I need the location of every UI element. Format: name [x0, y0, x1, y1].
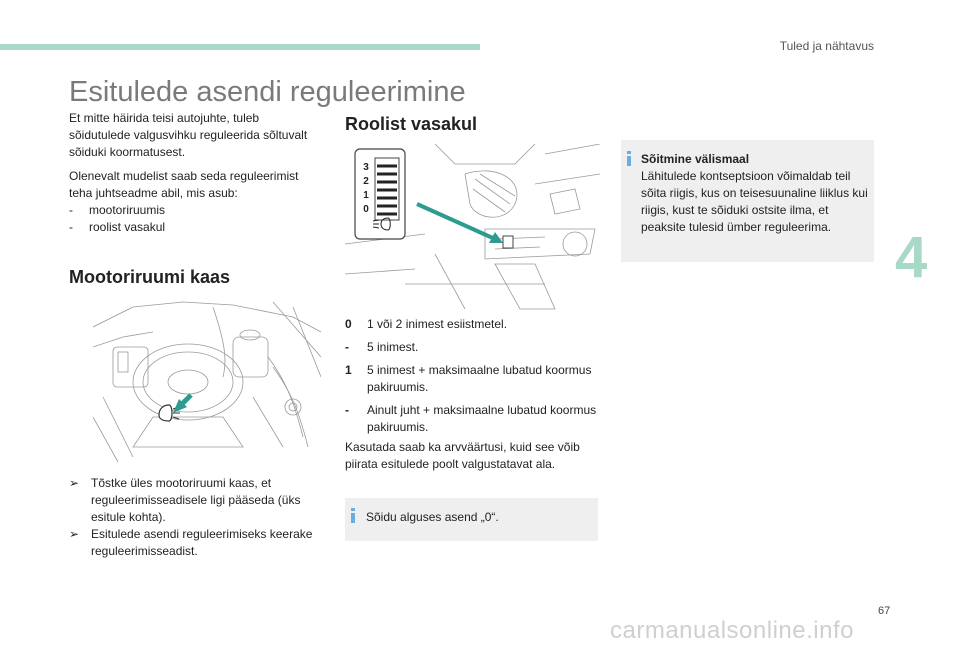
header-accent-bar	[0, 44, 480, 50]
list-item: - mootoriruumis	[69, 203, 166, 217]
abroad-note-text: Lähitulede kontseptsioon võimaldab teil sõita riigis, kus on teisesuunaline liiklus kui riigis, kust te sõiduki ostsite ilma, et peaksite tulesid ümber reguleerima.	[641, 169, 868, 234]
list-item: - roolist vasakul	[69, 220, 166, 234]
engine-compartment-illustration	[93, 297, 321, 467]
chapter-number: 4	[895, 225, 928, 290]
watermark: carmanualsonline.info	[610, 617, 854, 644]
left-section-heading: Roolist vasakul	[345, 114, 478, 134]
info-icon	[351, 508, 355, 523]
arrow-bullet-icon: ➢	[69, 527, 80, 541]
switch-label: 2	[363, 176, 369, 187]
intro-paragraph-1: Et mitte häirida teisi autojuhte, tuleb sõidutulede valgusvihku reguleerida sõltuvalt sõiduki koormatusest.	[69, 111, 308, 159]
dashboard-illustration	[345, 144, 600, 314]
intro-paragraph-2: Olenevalt mudelist saab seda reguleerimist teha juhtseadme abil, mis asub:	[69, 169, 299, 200]
arrow-bullet-icon: ➢	[69, 476, 80, 490]
engine-steps	[69, 475, 324, 560]
list-item: ➢ Esitulede asendi reguleerimiseks keerake reguleerimisseadist.	[69, 527, 313, 558]
abroad-note-body	[641, 151, 869, 236]
page-number: 67	[878, 605, 891, 617]
section-title: Tuled ja nähtavus	[779, 39, 874, 53]
abroad-note	[621, 140, 874, 262]
info-icon	[627, 151, 631, 166]
engine-section-heading: Mootoriruumi kaas	[69, 267, 231, 287]
list-item: ➢ Tõstke üles mootoriruumi kaas, et reguleerimisseadisele ligi pääseda (üks esitule kohta).	[69, 476, 301, 524]
switch-label: 0	[363, 204, 369, 215]
note-text: Sõidu alguses asend „0“.	[366, 510, 499, 524]
list-item: 1 5 inimest + maksimaalne lubatud koormus pakiruumis.	[345, 363, 592, 394]
intro-block	[69, 110, 319, 236]
list-item: - 5 inimest.	[345, 340, 419, 354]
height-switch-closeup	[355, 149, 405, 239]
location-list	[69, 202, 319, 236]
switch-label: 1	[363, 190, 369, 201]
page-title: Esitulede asendi reguleerimine	[69, 76, 466, 108]
positions-list	[345, 316, 600, 436]
abroad-note-title: Sõitmine välismaal	[641, 152, 750, 166]
list-item: - Ainult juht + maksimaalne lubatud koormus pakiruumis.	[345, 403, 597, 434]
list-item: 0 1 või 2 inimest esiistmetel.	[345, 317, 508, 331]
switch-label: 3	[363, 162, 369, 173]
start-position-note	[345, 498, 598, 541]
values-paragraph: Kasutada saab ka arvväärtusi, kuid see võib piirata esitulede poolt valgustatavat ala.	[345, 440, 580, 471]
